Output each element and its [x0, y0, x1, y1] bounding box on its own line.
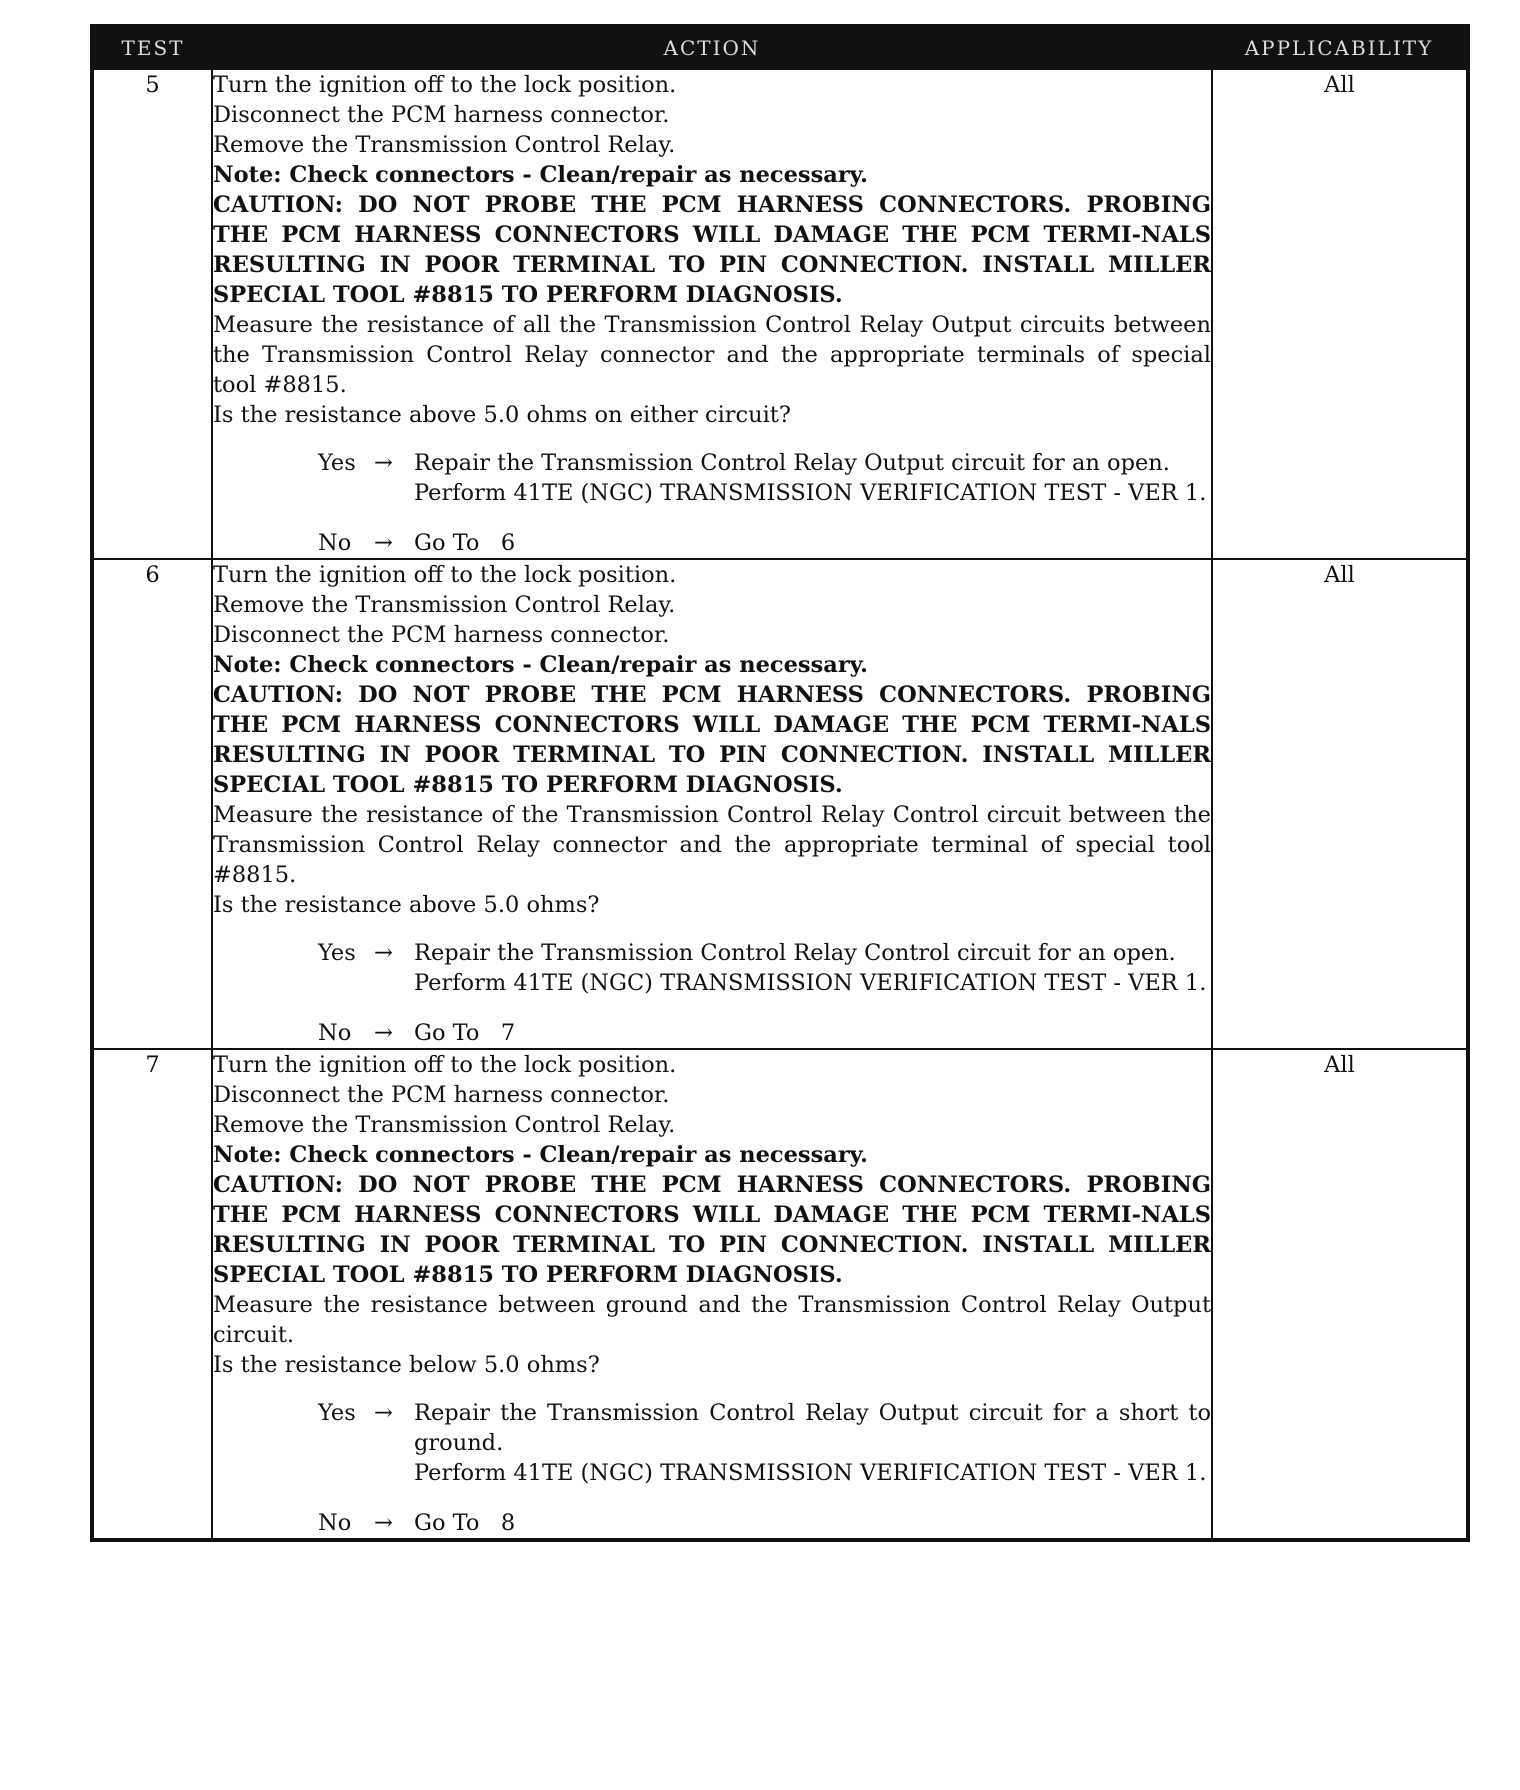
verification-instruction: Perform 41TE (NGC) TRANSMISSION VERIFICATION TEST - VER 1.	[414, 1460, 1207, 1486]
repair-instruction: Repair the Transmission Control Relay Output circuit for an open.	[414, 450, 1170, 476]
no-label: No	[318, 1020, 352, 1046]
step-line: Remove the Transmission Control Relay.	[213, 1112, 676, 1138]
step-line: Remove the Transmission Control Relay.	[213, 592, 676, 618]
note-text: Note: Check connectors - Clean/repair as necessary.	[213, 652, 868, 678]
question-text: Is the resistance above 5.0 ohms on either circuit?	[213, 402, 791, 428]
action-cell	[212, 1049, 1212, 1540]
answer-block	[213, 1398, 1211, 1538]
yes-result	[414, 938, 1211, 998]
yes-label: Yes	[318, 1400, 356, 1426]
measure-instruction: Measure the resistance of all the Transmission Control Relay Output circuits between the Transmission Control Relay connector and the appropriate terminals of special tool #8815.	[213, 312, 1211, 398]
caution-text: CAUTION: DO NOT PROBE THE PCM HARNESS CONNECTORS. PROBING THE PCM HARNESS CONNECTORS WILL DAMAGE THE PCM TERMI-NALS RESULTING IN POOR TERMINAL TO PIN CONNECTION. INSTALL MILLER SPECIAL TOOL #8815 TO PERFORM DIAGNOSIS.	[213, 192, 1211, 308]
step-line: Turn the ignition off to the lock position.	[213, 72, 677, 98]
right-arrow-icon: →	[374, 1020, 393, 1046]
step-line: Remove the Transmission Control Relay.	[213, 132, 676, 158]
goto-step: Go To 7	[414, 1020, 516, 1046]
caution-text: CAUTION: DO NOT PROBE THE PCM HARNESS CONNECTORS. PROBING THE PCM HARNESS CONNECTORS WILL DAMAGE THE PCM TERMI-NALS RESULTING IN POOR TERMINAL TO PIN CONNECTION. INSTALL MILLER SPECIAL TOOL #8815 TO PERFORM DIAGNOSIS.	[213, 1172, 1211, 1288]
test-number: 5	[92, 69, 212, 559]
verification-instruction: Perform 41TE (NGC) TRANSMISSION VERIFICATION TEST - VER 1.	[414, 480, 1207, 506]
header-applicability: APPLICABILITY	[1212, 26, 1468, 69]
step-line: Disconnect the PCM harness connector.	[213, 622, 670, 648]
verification-instruction: Perform 41TE (NGC) TRANSMISSION VERIFICATION TEST - VER 1.	[414, 970, 1207, 996]
applicability-value: All	[1212, 559, 1468, 1049]
answer-block	[213, 938, 1211, 1048]
goto-step: Go To 6	[414, 530, 516, 556]
test-row	[92, 69, 1468, 559]
step-line: Disconnect the PCM harness connector.	[213, 102, 670, 128]
right-arrow-icon: →	[374, 530, 393, 556]
right-arrow-icon: →	[374, 450, 393, 476]
yes-label: Yes	[318, 450, 356, 476]
question-text: Is the resistance above 5.0 ohms?	[213, 892, 600, 918]
yes-result	[414, 1398, 1211, 1488]
diagnostic-test-sheet	[90, 24, 1466, 1542]
step-line: Turn the ignition off to the lock position.	[213, 1052, 677, 1078]
applicability-value: All	[1212, 69, 1468, 559]
right-arrow-icon: →	[374, 940, 393, 966]
no-label: No	[318, 1510, 352, 1536]
measure-instruction: Measure the resistance of the Transmission Control Relay Control circuit between the Transmission Control Relay connector and the appropriate terminal of special tool #8815.	[213, 802, 1211, 888]
applicability-value: All	[1212, 1049, 1468, 1540]
no-answer	[318, 528, 1211, 558]
repair-instruction: Repair the Transmission Control Relay Output circuit for a short to ground.	[414, 1400, 1211, 1456]
answer-block	[213, 448, 1211, 558]
no-answer	[318, 1508, 1211, 1538]
note-text: Note: Check connectors - Clean/repair as necessary.	[213, 162, 868, 188]
action-cell	[212, 69, 1212, 559]
yes-answer	[318, 1398, 1211, 1488]
right-arrow-icon: →	[374, 1510, 393, 1536]
test-number: 7	[92, 1049, 212, 1540]
measure-instruction: Measure the resistance between ground and the Transmission Control Relay Output circuit.	[213, 1292, 1211, 1348]
diagnostic-table	[90, 24, 1470, 1542]
question-text: Is the resistance below 5.0 ohms?	[213, 1352, 600, 1378]
yes-answer	[318, 448, 1211, 508]
action-cell	[212, 559, 1212, 1049]
no-label: No	[318, 530, 352, 556]
goto-step: Go To 8	[414, 1510, 516, 1536]
note-text: Note: Check connectors - Clean/repair as necessary.	[213, 1142, 868, 1168]
header-test: TEST	[92, 26, 212, 69]
repair-instruction: Repair the Transmission Control Relay Control circuit for an open.	[414, 940, 1176, 966]
yes-answer	[318, 938, 1211, 998]
header-action: ACTION	[212, 26, 1212, 69]
no-answer	[318, 1018, 1211, 1048]
yes-result	[414, 448, 1211, 508]
caution-text: CAUTION: DO NOT PROBE THE PCM HARNESS CONNECTORS. PROBING THE PCM HARNESS CONNECTORS WILL DAMAGE THE PCM TERMI-NALS RESULTING IN POOR TERMINAL TO PIN CONNECTION. INSTALL MILLER SPECIAL TOOL #8815 TO PERFORM DIAGNOSIS.	[213, 682, 1211, 798]
test-number: 6	[92, 559, 212, 1049]
test-row	[92, 1049, 1468, 1540]
step-line: Disconnect the PCM harness connector.	[213, 1082, 670, 1108]
right-arrow-icon: →	[374, 1400, 393, 1426]
test-row	[92, 559, 1468, 1049]
table-header-row	[92, 26, 1468, 69]
yes-label: Yes	[318, 940, 356, 966]
step-line: Turn the ignition off to the lock position.	[213, 562, 677, 588]
